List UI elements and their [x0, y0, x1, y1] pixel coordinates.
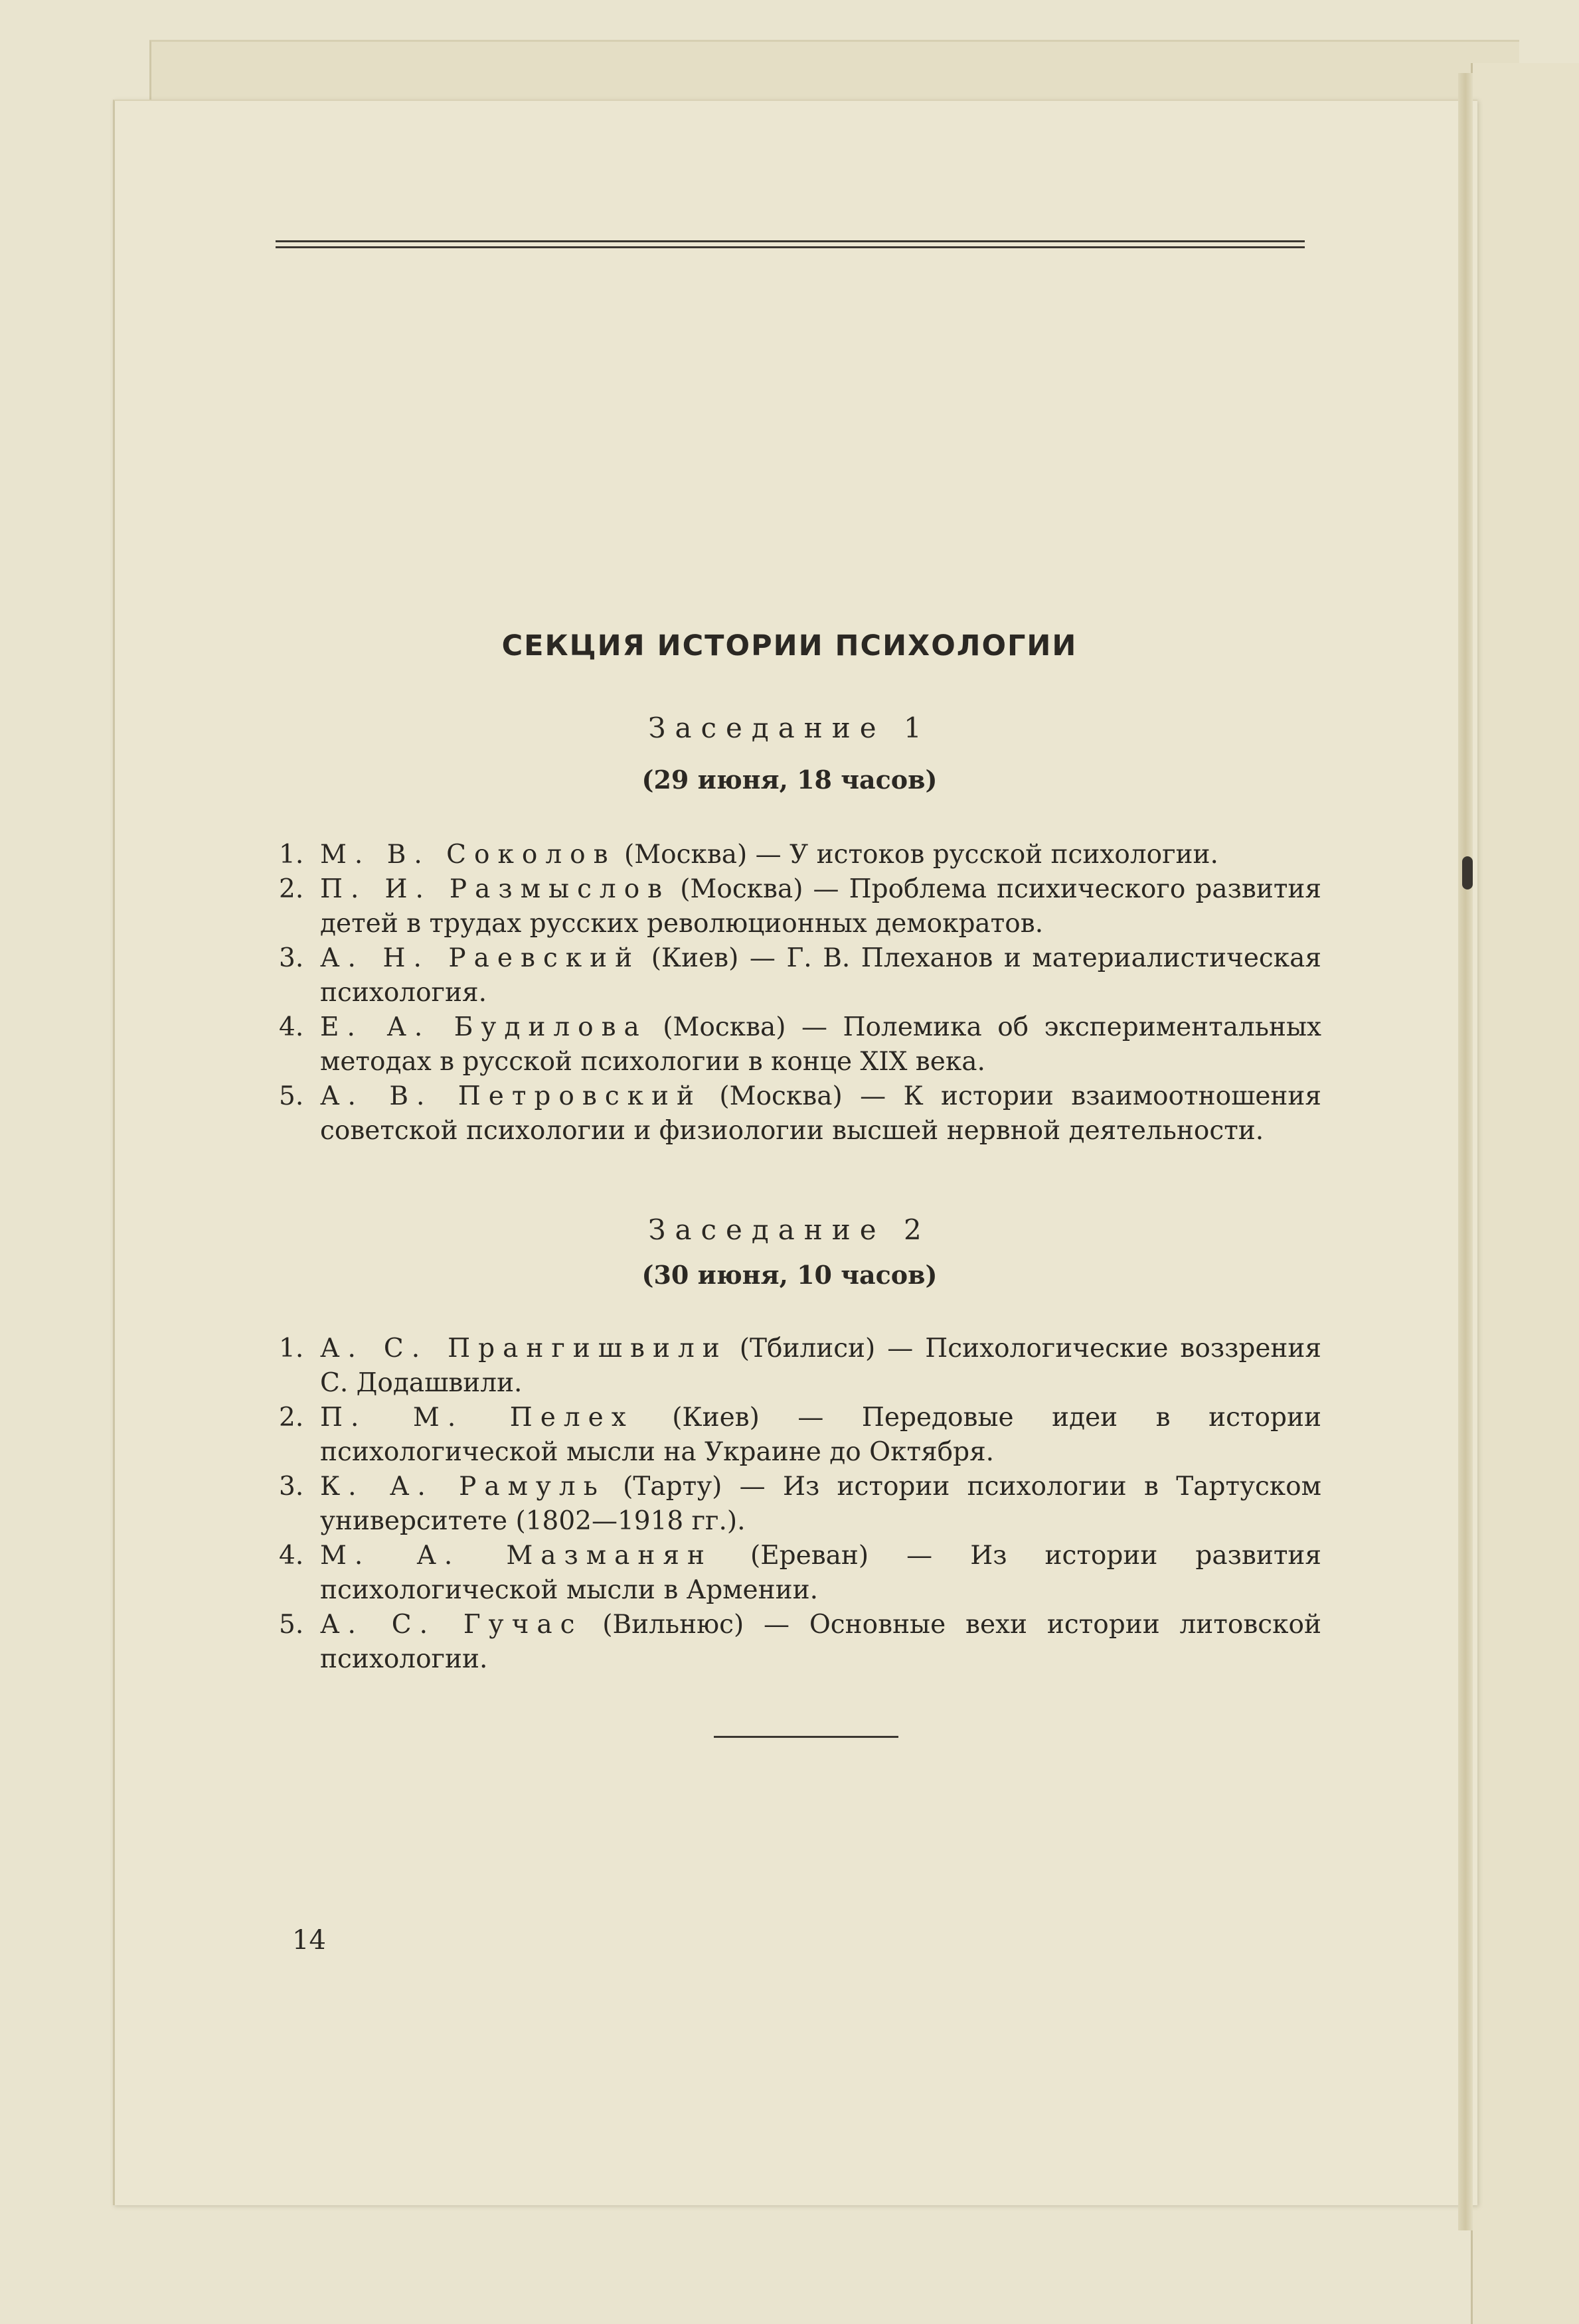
list-item: 1. М. В. Соколов (Москва) — У истоков русской психологии. — [279, 840, 1218, 870]
session-1-list — [279, 838, 1321, 1148]
talk-info: (Тарту) — Из истории психологии в Тартуском университете (1802—1918 гг.). — [320, 1472, 1321, 1536]
talk-info: (Тбилиси) — Психологические воззрения С. Додашвили. — [320, 1334, 1321, 1398]
document-page — [113, 100, 1477, 2205]
footer-rule — [714, 1736, 898, 1738]
session-2-list — [279, 1332, 1321, 1677]
list-item: 4. М. А. Мазманян (Ереван) — Из истории развития психологической мысли в Армении. — [279, 1541, 1321, 1605]
talk-info: (Москва) — К истории взаимоотношения советской психологии и физиологии высшей нервной деятельности. — [320, 1081, 1321, 1146]
session-2-time: (30 июня, 10 часов) — [641, 1260, 938, 1290]
speaker-name: П. М. Пелех — [320, 1403, 634, 1433]
adjacent-page — [1471, 63, 1579, 2324]
talk-info: (Москва) — Полемика об экспериментальных методах в русской психологии в конце XIX века. — [320, 1012, 1321, 1077]
list-item: 2. П. И. Размыслов (Москва) — Проблема психического развития детей в трудах русских революционных демократов. — [279, 874, 1321, 939]
speaker-name: М. В. Соколов — [320, 840, 616, 870]
list-item: 5. А. В. Петровский (Москва) — К истории взаимоотношения советской психологии и физиологии высшей нервной деятельности. — [279, 1081, 1321, 1146]
talk-info: (Киев) — Г. В. Плеханов и материалистическая психология. — [320, 943, 1321, 1008]
session-2-title: Заседание 2 — [648, 1213, 931, 1246]
speaker-name: А. Н. Раевский — [320, 943, 641, 973]
list-item: 4. Е. А. Будилова (Москва) — Полемика об экспериментальных методах в русской психологии в конце XIX века. — [279, 1012, 1321, 1077]
talk-info: (Ереван) — Из истории развития психологической мысли в Армении. — [320, 1541, 1321, 1605]
ink-blot — [1462, 856, 1473, 890]
page-number: 14 — [292, 1925, 326, 1956]
list-item: 5. А. С. Гучас (Вильнюс) — Основные вехи истории литовской психологии. — [279, 1610, 1321, 1674]
speaker-name: М. А. Мазманян — [320, 1541, 712, 1571]
talk-info: (Москва) — У истоков русской психологии. — [616, 840, 1218, 870]
speaker-name: А. С. Прангишвили — [320, 1334, 728, 1363]
list-item: 1. А. С. Прангишвили (Тбилиси) — Психологические воззрения С. Додашвили. — [279, 1334, 1321, 1398]
speaker-name: А. С. Гучас — [320, 1610, 583, 1640]
speaker-name: Е. А. Будилова — [320, 1012, 647, 1042]
talk-info: (Вильнюс) — Основные вехи истории литовской психологии. — [320, 1610, 1321, 1674]
header-rule — [276, 240, 1305, 250]
speaker-name: А. В. Петровский — [320, 1081, 703, 1111]
session-1-title: Заседание 1 — [648, 712, 931, 744]
session-1-time: (29 июня, 18 часов) — [641, 765, 938, 795]
list-item: 3. К. А. Рамуль (Тарту) — Из истории психологии в Тартуском университете (1802—1918 гг.). — [279, 1472, 1321, 1536]
page-fold — [1458, 73, 1473, 2230]
list-item: 3. А. Н. Раевский (Киев) — Г. В. Плеханов и материалистическая психология. — [279, 943, 1321, 1008]
talk-info: (Москва) — Проблема психического развития детей в трудах русских революционных демократов. — [320, 874, 1321, 939]
speaker-name: К. А. Рамуль — [320, 1472, 606, 1502]
section-title: СЕКЦИЯ ИСТОРИИ ПСИХОЛОГИИ — [501, 629, 1078, 662]
talk-info: (Киев) — Передовые идеи в истории психологической мысли на Украине до Октября. — [320, 1403, 1321, 1467]
speaker-name: П. И. Размыслов — [320, 874, 671, 904]
list-item: 2. П. М. Пелех (Киев) — Передовые идеи в истории психологической мысли на Украине до Октября. — [279, 1403, 1321, 1467]
